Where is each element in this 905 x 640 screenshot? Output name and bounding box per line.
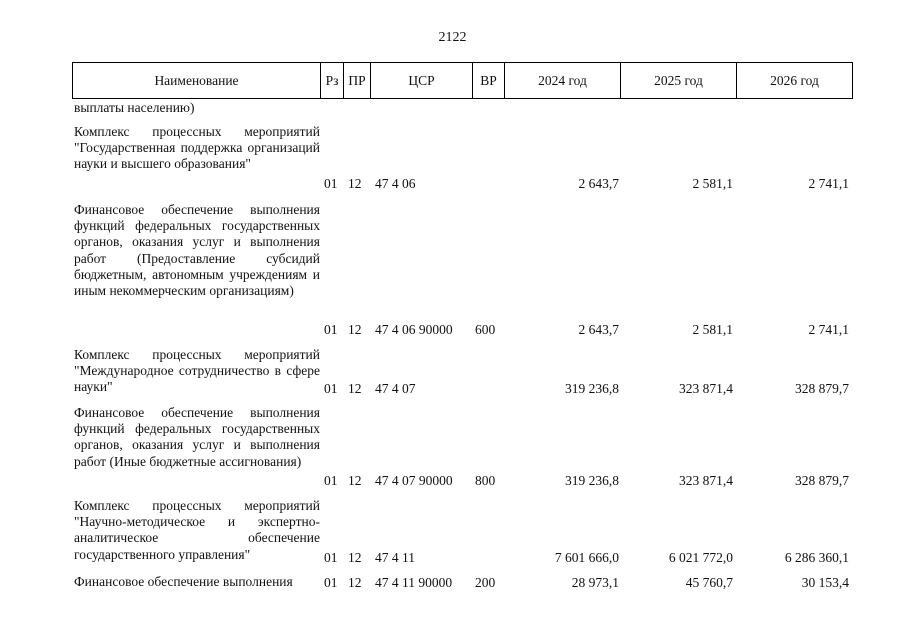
row-pr: 12: [348, 575, 362, 590]
row-csr: 47 4 06: [375, 176, 416, 191]
row-csr: 47 4 11 90000: [375, 575, 453, 590]
table-row: [0, 498, 905, 566]
row-rz: 01: [324, 473, 338, 488]
row-csr: 47 4 07 90000: [375, 473, 453, 488]
row-2026: 328 879,7: [795, 473, 849, 488]
row-2024: 319 236,8: [565, 381, 619, 396]
row-csr: 47 4 11: [375, 550, 415, 565]
row-2026: 30 153,4: [801, 575, 849, 590]
row-2026: 2 741,1: [808, 322, 849, 337]
row-rz: 01: [324, 575, 338, 590]
row-2025: 2 581,1: [692, 176, 733, 191]
header-2025: 2025 год: [621, 63, 737, 99]
header-name: Наименование: [73, 63, 321, 99]
row-name: Финансовое обеспечение выполнения функций федеральных государственных органов, оказания услуг и выполнения работ (Иные бюджетные ассигнования): [74, 405, 320, 469]
table-row: [0, 405, 905, 489]
row-2024: 2 643,7: [578, 322, 619, 337]
header-csr: ЦСР: [371, 63, 473, 99]
page-number: 2122: [438, 30, 467, 45]
row-name: Финансовое обеспечение выполнения функций федеральных государственных органов, оказания услуг и выполнения работ (Предоставление субсидий бюджетным, автономным учреждениям и иным некоммерческим организациям): [74, 202, 320, 299]
table-row: [0, 574, 905, 591]
row-2024: 2 643,7: [578, 176, 619, 191]
table-row: [0, 202, 905, 338]
row-2025: 323 871,4: [679, 473, 733, 488]
row-rz: 01: [324, 322, 338, 337]
row-2025: 45 760,7: [685, 575, 733, 590]
row-pr: 12: [348, 381, 362, 396]
row-pr: 12: [348, 322, 362, 337]
row-2026: 328 879,7: [795, 381, 849, 396]
row-2025: 2 581,1: [692, 322, 733, 337]
table-row: [0, 100, 905, 117]
row-rz: 01: [324, 381, 338, 396]
row-vr: 600: [475, 322, 496, 337]
row-name: Комплекс процессных мероприятий "Государственная поддержка организаций науки и высшего образования": [74, 124, 320, 172]
row-2024: 7 601 666,0: [554, 550, 619, 565]
row-rz: 01: [324, 550, 338, 565]
row-vr: 800: [475, 473, 496, 488]
row-name: Комплекс процессных мероприятий "Научно-методическое и экспертно-аналитическое обеспечение государственного управления": [74, 498, 320, 562]
row-csr: 47 4 07: [375, 381, 416, 396]
row-name: Комплекс процессных мероприятий "Международное сотрудничество в сфере науки": [74, 347, 320, 395]
table-row: [0, 124, 905, 192]
row-2024: 319 236,8: [565, 473, 619, 488]
header-2026: 2026 год: [737, 63, 853, 99]
row-2025: 6 021 772,0: [668, 550, 733, 565]
header-2024: 2024 год: [505, 63, 621, 99]
row-rz: 01: [324, 176, 338, 191]
row-2026: 6 286 360,1: [784, 550, 849, 565]
row-vr: 200: [475, 575, 496, 590]
table-header: [72, 62, 853, 99]
row-name: Финансовое обеспечение выполнения: [74, 574, 293, 589]
row-pr: 12: [348, 550, 362, 565]
row-2025: 323 871,4: [679, 381, 733, 396]
row-name: выплаты населению): [74, 100, 195, 115]
row-csr: 47 4 06 90000: [375, 322, 453, 337]
row-2026: 2 741,1: [808, 176, 849, 191]
row-pr: 12: [348, 473, 362, 488]
header-pr: ПР: [344, 63, 371, 99]
header-vr: ВР: [473, 63, 505, 99]
row-pr: 12: [348, 176, 362, 191]
row-2024: 28 973,1: [571, 575, 619, 590]
table-row: [0, 347, 905, 397]
header-rz: Рз: [321, 63, 344, 99]
